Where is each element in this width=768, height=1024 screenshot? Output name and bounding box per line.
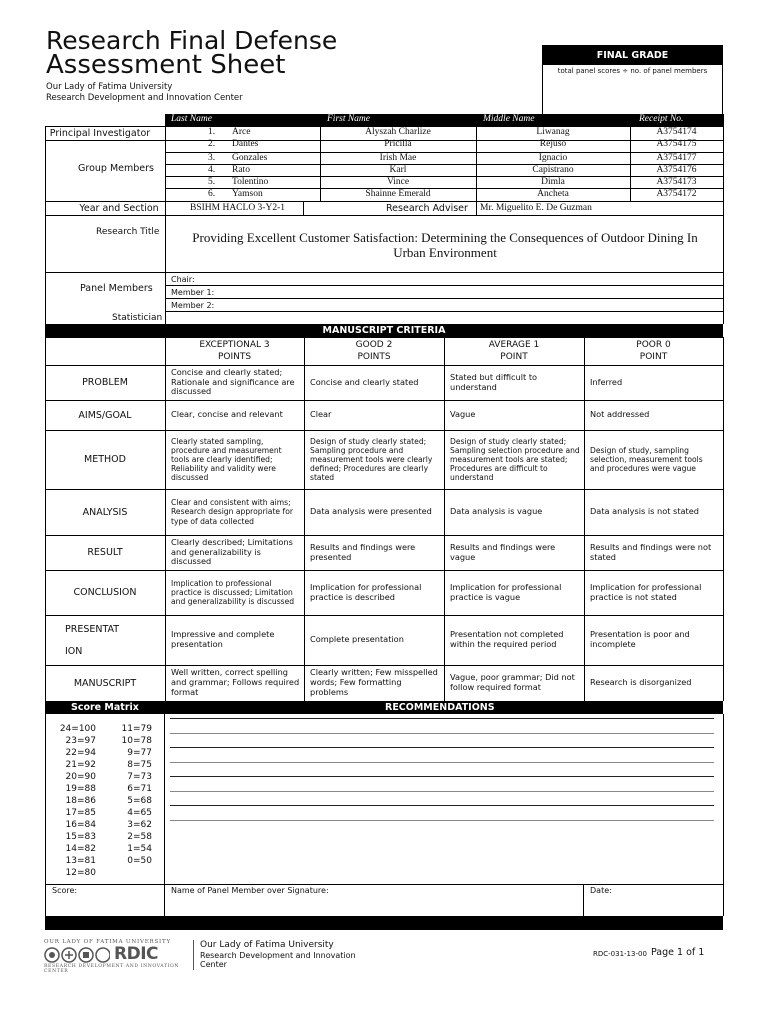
criterion-name: AIMS/GOAL [78, 409, 132, 421]
member-last-name: Dantes [232, 139, 259, 149]
recommendation-line[interactable] [170, 733, 714, 734]
research-title-label: Research Title [96, 227, 160, 237]
criterion-description: Presentation not completed within the required period [450, 629, 564, 649]
logo-top-text: OUR LADY OF FATIMA UNIVERSITY [44, 939, 171, 945]
member-first-name: Karl [389, 165, 407, 175]
criterion-description: Concise and clearly stated [310, 376, 419, 387]
score-matrix-left: 20=90 [65, 772, 96, 782]
score-matrix-left: 17=85 [65, 808, 96, 818]
member-middle-name: Ignacio [538, 153, 568, 163]
score-matrix-left: 18=86 [65, 796, 96, 806]
criterion-description: Implication to professional practice is discussed; Limitation and generalizability is discussed [171, 578, 295, 607]
research-adviser-value: Mr. Miguelito E. De Guzman [480, 203, 592, 213]
member-number: 1. [208, 127, 216, 137]
statistician-label: Statistician [112, 313, 163, 323]
member-middle-name: Capistrano [532, 165, 574, 175]
score-matrix-left: 14=82 [65, 844, 96, 854]
logo-bottom-text: RESEARCH DEVELOPMENT AND INNOVATION CENTER [44, 964, 180, 974]
logo-main-text: RDIC [114, 944, 159, 964]
score-matrix-right: 0=50 [127, 856, 152, 866]
recommendation-line[interactable] [170, 762, 714, 763]
score-recommend-bar [45, 701, 723, 714]
score-matrix-right: 2=58 [127, 832, 152, 842]
score-matrix-left: 24=100 [59, 724, 96, 734]
criterion-name: METHOD [84, 454, 126, 465]
recommendation-line[interactable] [170, 805, 714, 806]
criterion-name: PRESENTAT ION [65, 623, 120, 657]
member-first-name: Alyszah Charlize [365, 127, 431, 137]
footer-org-line1: Our Lady of Fatima University [200, 940, 334, 950]
score-matrix-left: 22=94 [65, 748, 96, 758]
panel-member1: Member 1: [171, 288, 215, 297]
rdic-logo [44, 939, 192, 974]
col-last-name: Last Name [171, 114, 212, 124]
group-members-label: Group Members [78, 163, 154, 174]
score-matrix-right: 8=75 [127, 760, 152, 770]
member-receipt-no: A3754175 [656, 139, 697, 149]
score-matrix-left: 16=84 [65, 820, 96, 830]
center-name: Research Development and Innovation Center [46, 93, 243, 103]
score-matrix-left: 13=81 [65, 856, 96, 866]
final-grade-label: FINAL GRADE [543, 46, 722, 65]
level-name: EXCEPTIONAL 3 [199, 340, 270, 350]
criterion-description: Impressive and complete presentation [171, 629, 275, 649]
panel-member2: Member 2: [171, 301, 215, 310]
criterion-description: Presentation is poor and incomplete [590, 629, 690, 649]
level-unit: POINT [500, 352, 528, 362]
criterion-description: Clearly written; Few misspelled words; Few formatting problems [310, 667, 438, 697]
score-matrix-left: 15=83 [65, 832, 96, 842]
recommendation-line[interactable] [170, 718, 714, 719]
criterion-description: Clear and consistent with aims; Research design appropriate for type of data collected [171, 498, 293, 526]
criterion-description: Data analysis is not stated [590, 506, 699, 517]
criterion-description: Data analysis is vague [450, 506, 543, 517]
member-middle-name: Dimla [541, 177, 565, 187]
criterion-description: Well written, correct spelling and grammar; Follows required format [171, 667, 300, 697]
research-title-value: Providing Excellent Customer Satisfaction: Determining the Consequences of Outdoor Dining In Urban Environment [192, 230, 698, 260]
panel-signature-label: Name of Panel Member over Signature: [171, 886, 329, 895]
manuscript-criteria-header: MANUSCRIPT CRITERIA [45, 324, 723, 337]
level-name: AVERAGE 1 [488, 340, 540, 350]
score-matrix-right: 11=79 [121, 724, 152, 734]
level-unit: POINTS [217, 352, 252, 362]
final-grade-box [542, 45, 723, 115]
level-unit: POINTS [357, 352, 391, 362]
member-receipt-no: A3754173 [656, 177, 697, 187]
institution-name: Our Lady of Fatima University [46, 82, 173, 92]
member-last-name: Tolentino [232, 177, 269, 187]
criterion-name: ANALYSIS [82, 506, 128, 518]
criterion-description: Research is disorganized [590, 677, 692, 688]
page-number: Page 1 of 1 [651, 947, 705, 958]
member-middle-name: Rejuso [539, 139, 567, 149]
recommendation-line[interactable] [170, 791, 714, 792]
logo-seal-icon [44, 947, 110, 963]
recommendation-line[interactable] [170, 776, 714, 777]
panel-members-label: Panel Members [80, 283, 153, 294]
member-last-name: Gonzales [232, 153, 268, 163]
member-last-name: Yamson [232, 189, 263, 199]
member-receipt-no: A3754177 [656, 153, 697, 163]
form-code: RDC-031-13-00 [593, 950, 647, 958]
criterion-description: Design of study clearly stated; Sampling selection procedure and measurement tools are stated; Procedures are difficult to understand [450, 436, 580, 483]
names-header-bar [165, 114, 723, 126]
member-middle-name: Ancheta [537, 189, 569, 199]
score-matrix-left: 19=88 [65, 784, 96, 794]
criterion-name: MANUSCRIPT [73, 677, 137, 689]
col-middle-name: Middle Name [483, 114, 535, 124]
year-section-value: BSIHM HACLO 3-Y2-1 [190, 203, 285, 213]
criterion-description: Results and findings were not stated [590, 541, 712, 562]
score-matrix-right: 5=68 [127, 796, 152, 806]
member-number: 6. [208, 189, 216, 199]
score-matrix-left: 23=97 [65, 736, 96, 746]
final-grade-formula: total panel scores ÷ no. of panel members [557, 67, 708, 75]
principal-investigator-label: Principal Investigator [49, 128, 151, 139]
score-field-label: Score: [52, 886, 78, 895]
member-first-name: Shainne Emerald [365, 189, 431, 199]
criterion-description: Clearly described; Limitations and generalizability is discussed [171, 536, 293, 567]
recommendations-label: RECOMMENDATIONS [385, 702, 495, 713]
criterion-name: PROBLEM [82, 377, 128, 388]
member-first-name: Irish Mae [379, 153, 417, 163]
criterion-description: Inferred [590, 376, 623, 387]
criterion-description: Stated but difficult to understand [450, 371, 538, 392]
member-receipt-no: A3754172 [656, 189, 697, 199]
score-matrix-right: 7=73 [127, 772, 152, 782]
score-matrix-right: 4=65 [127, 808, 152, 818]
document-title-line2: Assessment Sheet [46, 50, 286, 80]
criterion-description: Clearly stated sampling, procedure and measurement tools are clearly identified; Reliability and validity were discussed [171, 436, 282, 483]
criterion-description: Complete presentation [310, 634, 404, 645]
score-matrix-right: 6=71 [127, 784, 152, 794]
criterion-description: Data analysis were presented [310, 506, 432, 517]
footer-org-line3: Center [200, 960, 227, 969]
member-receipt-no: A3754176 [656, 165, 697, 175]
bottom-black-bar [45, 916, 723, 930]
criterion-description: Design of study, sampling selection, measurement tools and procedures were vague [590, 445, 703, 474]
member-number: 5. [208, 177, 216, 187]
recommendation-line[interactable] [170, 820, 714, 821]
member-receipt-no: A3754174 [656, 127, 697, 137]
criterion-description: Not addressed [590, 409, 650, 420]
year-section-label: Year and Section [79, 203, 159, 214]
member-first-name: Vince [386, 177, 410, 187]
col-receipt-no: Receipt No. [639, 114, 684, 124]
level-name: POOR 0 [636, 340, 671, 350]
member-number: 4. [208, 165, 216, 175]
member-last-name: Arce [232, 127, 251, 137]
score-matrix-right: 1=54 [127, 844, 152, 854]
score-matrix-left: 12=80 [65, 868, 96, 878]
level-name: GOOD 2 [355, 340, 393, 350]
level-unit: POINT [639, 352, 668, 362]
document-title-line1: Research Final Defense [46, 26, 338, 55]
score-matrix-left: 21=92 [65, 760, 96, 770]
criterion-description: Concise and clearly stated; Rationale and significance are discussed [171, 366, 295, 397]
criterion-name: RESULT [87, 547, 123, 558]
score-matrix-right: 3=62 [127, 820, 152, 830]
criterion-description: Clear [310, 409, 332, 420]
member-number: 3. [208, 153, 216, 163]
score-matrix-right: 9=77 [127, 748, 152, 758]
member-middle-name: Liwanag [536, 127, 570, 137]
member-last-name: Rato [232, 165, 250, 175]
criterion-description: Design of study clearly stated; Sampling procedure and measurement tools were clearly defined; Procedures are clearly stated [310, 436, 433, 483]
criterion-description: Implication for professional practice is not stated [590, 581, 702, 602]
score-matrix-right: 10=78 [121, 736, 152, 746]
research-adviser-label: Research Adviser [386, 203, 468, 214]
criterion-description: Implication for professional practice is vague [450, 581, 562, 602]
criterion-name: CONCLUSION [73, 587, 137, 598]
score-matrix-label: Score Matrix [71, 702, 139, 713]
panel-chair: Chair: [171, 275, 195, 284]
criterion-description: Implication for professional practice is described [310, 581, 422, 602]
recommendation-line[interactable] [170, 747, 714, 748]
criterion-description: Results and findings were presented [310, 541, 416, 562]
criterion-description: Vague [450, 409, 476, 420]
criterion-description: Results and findings were vague [450, 541, 556, 562]
member-first-name: Pricilla [384, 139, 412, 149]
col-first-name: First Name [327, 114, 371, 124]
criterion-description: Vague, poor grammar; Did not follow required format [450, 672, 575, 692]
date-field-label: Date: [590, 886, 612, 895]
footer-org-line2: Research Development and Innovation [200, 951, 356, 960]
member-number: 2. [208, 139, 216, 149]
criterion-description: Clear, concise and relevant [171, 409, 283, 420]
